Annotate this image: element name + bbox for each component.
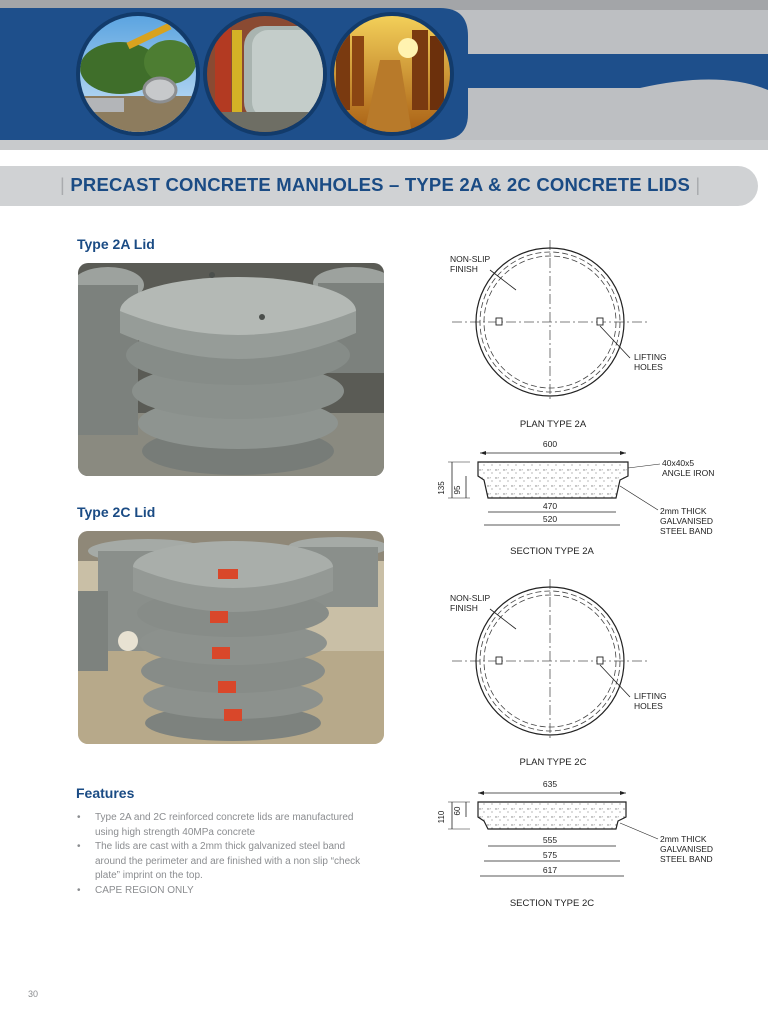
lifting-label: LIFTING xyxy=(634,691,667,701)
plan-type-2c-drawing xyxy=(440,575,700,775)
plan-type-2a-caption: PLAN TYPE 2A xyxy=(519,419,587,430)
lifting-hole-left xyxy=(496,657,502,664)
feature-item: • The lids are cast with a 2mm thick galvanized steel band around the perimeter and are finished with a non slip “check plate” imprint on the top. xyxy=(77,840,377,884)
band-type-label: STEEL BAND xyxy=(660,526,713,536)
type-2c-heading: Type 2C Lid xyxy=(77,504,156,520)
band-material-label: GALVANISED xyxy=(660,844,714,854)
title-separator-right: | xyxy=(695,174,701,195)
section-type-2a-caption: SECTION TYPE 2A xyxy=(510,546,594,557)
dim-600: 600 xyxy=(542,439,558,449)
lifting-hole-left xyxy=(496,318,502,325)
non-slip-label: NON-SLIP xyxy=(450,254,491,264)
dim-95: 95 xyxy=(453,485,462,495)
type-2a-heading: Type 2A Lid xyxy=(77,236,155,252)
section-type-2c-drawing xyxy=(430,775,730,915)
feature-item: • CAPE REGION ONLY xyxy=(77,884,377,899)
dim-135: 135 xyxy=(437,481,446,495)
angle-iron-label: ANGLE IRON xyxy=(662,468,715,478)
header-banner xyxy=(0,0,768,150)
dim-110: 110 xyxy=(437,810,446,824)
type-2c-lid-photo xyxy=(78,531,384,744)
features-heading: Features xyxy=(76,785,135,801)
type-2a-lid-photo xyxy=(78,263,384,476)
features-list xyxy=(77,811,377,898)
band-thickness-label: 2mm THICK xyxy=(660,834,707,844)
dim-635: 635 xyxy=(542,779,558,789)
plan-type-2a-drawing xyxy=(440,236,700,436)
page-title-text: PRECAST CONCRETE MANHOLES – TYPE 2A & 2C CONCRETE LIDS xyxy=(70,174,691,195)
lifting-label: LIFTING xyxy=(634,352,667,362)
lifting-hole-right xyxy=(597,318,603,325)
page-number: 30 xyxy=(28,989,39,999)
section-type-2c-caption: SECTION TYPE 2C xyxy=(509,898,595,909)
band-thickness-label: 2mm THICK xyxy=(660,506,707,516)
lid-section-2a xyxy=(478,462,628,498)
holes-label: HOLES xyxy=(634,362,663,372)
dim-520: 520 xyxy=(542,514,558,524)
dim-575: 575 xyxy=(542,850,558,860)
lifting-hole-right xyxy=(597,657,603,664)
finish-label: FINISH xyxy=(450,603,478,613)
section-type-2a-drawing xyxy=(430,436,730,562)
dim-470: 470 xyxy=(542,501,558,511)
dim-555: 555 xyxy=(542,835,558,845)
holes-label: HOLES xyxy=(634,701,663,711)
crane-lifting-pipe-photo xyxy=(76,12,200,136)
band-type-label: STEEL BAND xyxy=(660,854,713,864)
finish-label: FINISH xyxy=(450,264,478,274)
dim-617: 617 xyxy=(542,865,558,875)
angle-iron-size-label: 40x40x5 xyxy=(662,458,695,468)
band-material-label: GALVANISED xyxy=(660,516,714,526)
lid-section-2c xyxy=(478,802,626,829)
title-separator-left: | xyxy=(60,174,66,195)
page-title xyxy=(60,174,700,196)
dim-60: 60 xyxy=(453,806,462,816)
plan-type-2c-caption: PLAN TYPE 2C xyxy=(519,757,587,768)
non-slip-label: NON-SLIP xyxy=(450,593,491,603)
pipe-yard-sunset-photo xyxy=(330,12,454,136)
feature-item: • Type 2A and 2C reinforced concrete lids are manufactured using high strength 40MPa concrete xyxy=(77,811,377,840)
